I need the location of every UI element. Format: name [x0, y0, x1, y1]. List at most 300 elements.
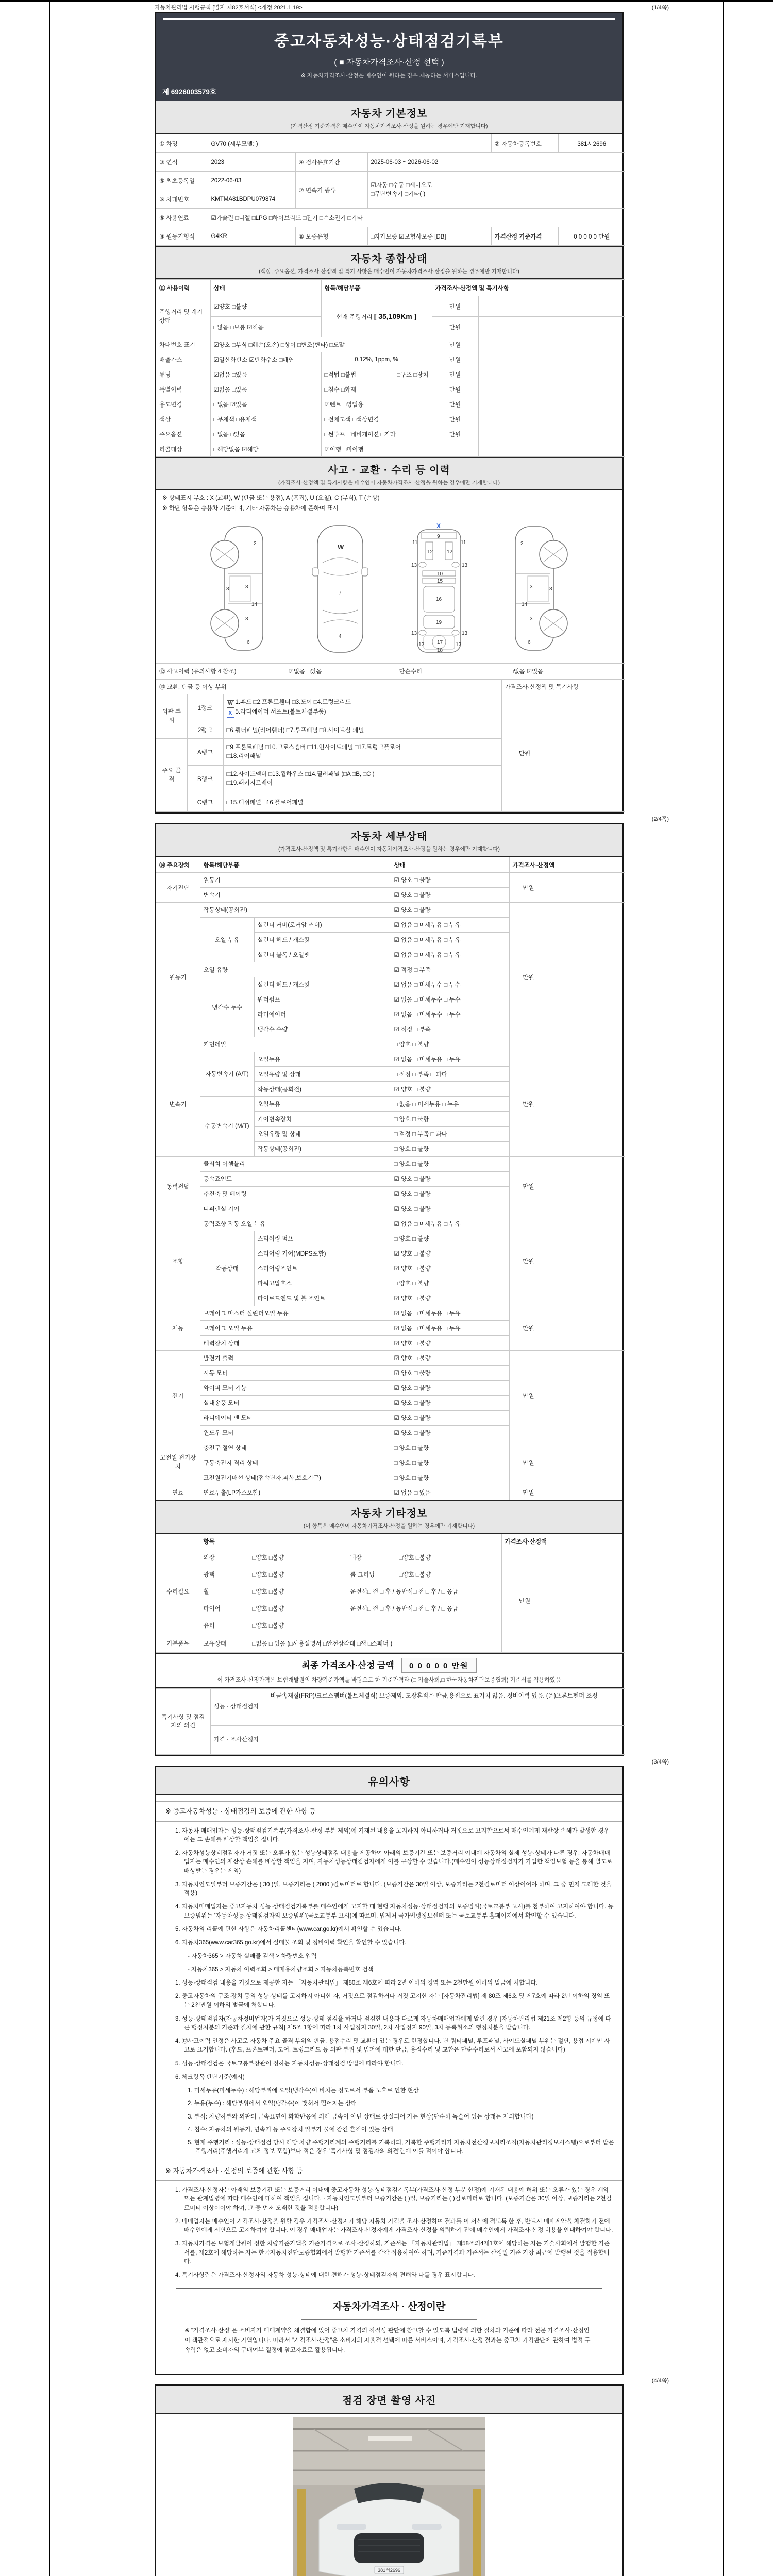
price-cell: 만원 [501, 1549, 548, 1653]
page-marker-2: (2/4쪽) [651, 816, 669, 823]
recall-options: □해당없음 ☑해당 [210, 442, 321, 457]
svg-text:15: 15 [437, 579, 443, 585]
group-label: 제동 [156, 1306, 200, 1351]
status-options: □ 양호 □ 불량 [391, 1142, 509, 1157]
item-label: 추진축 및 베어링 [200, 1187, 391, 1201]
status-options: ☑ 양호 □ 불량 [391, 1291, 509, 1306]
remark-cell [478, 296, 625, 317]
item-label: 작동상태(공회전) [254, 1142, 391, 1157]
field-value-first-registered: 2022-06-03 [208, 172, 295, 190]
price-appraisal-definition-box [176, 2288, 602, 2363]
svg-text:17: 17 [437, 640, 443, 646]
item-label: 실린더 헤드 / 개스킷 [254, 977, 391, 992]
status-options: □없음 □ 있음 (□사용설명서 □안전삼각대 □잭 □스패너 ) [249, 1634, 501, 1653]
group-label-basic-items: 기본품목 [156, 1634, 200, 1653]
status-options: □ 양호 □ 불량 [391, 1440, 509, 1455]
svg-text:3: 3 [530, 584, 533, 590]
subgroup-label: 자동변속기 (A/T) [200, 1052, 254, 1097]
item-label: 타이어 [200, 1600, 249, 1617]
accident-history-label: ⑫ 사고이력 (유의사항 4 참조) [156, 664, 285, 679]
status-options: ☑ 양호 □ 불량 [391, 1201, 509, 1216]
item-label: 스티어링조인트 [254, 1261, 391, 1276]
rankA-line2: □18.리어패널 [226, 753, 261, 759]
status-options: ☑ 양호 □ 불량 [391, 1426, 509, 1440]
accident-legend-notes [156, 490, 622, 517]
status-options: ☑ 없음 □ 미세누유 □ 누유 [391, 1306, 509, 1321]
group-label: 연료 [156, 1485, 200, 1500]
rank-label: 2랭크 [187, 721, 223, 739]
item-label: 윈도우 모터 [200, 1426, 391, 1440]
status-options: ☑ 적정 □ 부족 [391, 1022, 509, 1037]
svg-text:16: 16 [436, 597, 442, 603]
item-label: 구동축전지 격리 상태 [200, 1455, 391, 1470]
emission-values: 0.12%, 1ppm, % [321, 352, 432, 367]
rank-label: C랭크 [187, 792, 223, 812]
section-title: 자동차 기타정보 [350, 1508, 428, 1520]
field-label: ① 차명 [156, 134, 208, 153]
svg-text:4: 4 [339, 634, 342, 640]
item-label: 작동상태(공회전) [200, 903, 391, 918]
status-options: □양호 □불량 [396, 1566, 501, 1583]
price-cell: 만원 [509, 1440, 548, 1485]
svg-text:8: 8 [226, 586, 229, 592]
section-subtitle: (이 항목은 매수인이 자동차가격조사·산정을 원하는 경우에만 기재합니다) [303, 1523, 475, 1530]
overall-condition-table [156, 279, 625, 457]
item-label: 오일 유량 [200, 962, 391, 977]
status-options: □ 없음 □ 미세누유 □ 누유 [391, 1097, 509, 1112]
rank1-line1: 1.후드 □2.프론트휀더 □3.도어 □4.트렁크리드 [235, 699, 351, 705]
section-header-etc [156, 1500, 622, 1534]
notice-subitem: 1. 미세누유(미세누수) : 해당부위에 오일(냉각수)이 비치는 정도로서 부품 노후로 인한 현상 [188, 2088, 419, 2094]
legend-symbols: ※ 상태표시 부호 : X (교환), W (판금 또는 용접), A (흠집), U (요철), C (부식), T (손상) [162, 495, 380, 501]
section-subtitle: (가격조사·산정액 및 특기사항은 매수인이 자동차가격조사·산정을 원하는 경우에만 기재합니다) [278, 846, 500, 853]
field-value-engine-type: G4KR [208, 227, 295, 246]
color-options: □무채색 □유채색 [210, 412, 321, 427]
notice-item: 1. 자동차 매매업자는 성능·상태점검기록부(가격조사·산정 부분 제외)에 기재된 내용을 고지하지 아니하거나 거짓으로 고지함으로써 매수인에게 재산상 손해가 발생한 경우에는 그 손해를 배상할 책임을 집니다. [175, 1827, 610, 1843]
row-label: 튜닝 [156, 367, 210, 382]
usage-change-detail: ☑렌트 □영업용 [321, 397, 432, 412]
car-diagram-left-side [198, 522, 279, 655]
final-price-note: 이 가격조사·산정가격은 보험개발원의 차량기준가액을 바탕으로 한 기준가격과 (□ 기술사회,□ 한국자동차진단보증협회) 기준서를 적용하였음 [217, 1677, 561, 1684]
notice-item: 1. 가격조사·산정자는 아래의 보증기간 또는 보증거리 이내에 중고자동차 성능·상태점검기록부(가격조사·산정 부분 한정)에 기재된 내용에 허위 또는 오류가 있는 경우 계약 또는 관계법령에 따라 매수인에 대하여 책임을 집니다. · 자동차인도일부터 보증기간은 ( )일, 보증거리는 ( )킬로미터로 합니다. (보증기간은 30일 이상, 보증거리는 2천킬로미터 이상이어야 하며, 그 중 먼저 도래한 것을 적용합니다) [175, 2187, 612, 2211]
item-label: 냉각수 수량 [254, 1022, 391, 1037]
item-label: 커먼레일 [200, 1037, 391, 1052]
svg-text:14: 14 [522, 602, 528, 608]
current-mileage [321, 296, 432, 337]
row-label: 배출가스 [156, 352, 210, 367]
price-cell: 만원 [432, 412, 478, 427]
field-label: ② 자동차등록번호 [491, 134, 558, 153]
status-options: ☑ 양호 □ 불량 [391, 1396, 509, 1411]
item-label: 등속죠인트 [200, 1172, 391, 1187]
status-options: ☑ 없음 □ 미세누유 □ 누유 [391, 918, 509, 933]
status-options: □ 적정 □ 부족 □ 과다 [391, 1127, 509, 1142]
status-options: ☑ 적정 □ 부족 [391, 962, 509, 977]
status-options: ☑ 양호 □ 불량 [391, 1336, 509, 1351]
notice-subitem: 4. 침수: 자동차의 원동기, 변속기 등 주요장치 일부가 물에 잠긴 흔적이 있는 상태 [188, 2126, 393, 2133]
rank2-items: □6.쿼터패널(리어휀더) □7.루프패널 □8.사이드실 패널 [223, 721, 501, 739]
section-title: 자동차 기본정보 [350, 108, 428, 120]
section-header-detail [156, 824, 622, 857]
page-left-rule [49, 0, 50, 2576]
item-label: 브레이크 마스터 실린더오일 누유 [200, 1306, 391, 1321]
page-top-rule [0, 0, 773, 2]
status-options: ☑ 없음 □ 미세누수 □ 누수 [391, 1007, 509, 1022]
remark-cell [548, 1549, 625, 1653]
price-cell: 만원 [509, 1157, 548, 1216]
item-label: 배력장치 상태 [200, 1336, 391, 1351]
simple-repair-label: 단순수리 [396, 664, 507, 679]
item-label: 와이퍼 모터 기능 [200, 1381, 391, 1396]
remark-cell [478, 412, 625, 427]
field-label: ⑤ 최초등록일 [156, 172, 208, 190]
document-number: 제 6926003579호 [162, 88, 216, 96]
item-label: 연료누출(LP가스포함) [200, 1485, 391, 1500]
price-cell: 만원 [432, 352, 478, 367]
svg-text:14: 14 [251, 602, 258, 608]
remark-cell [548, 694, 625, 812]
svg-text:12: 12 [418, 642, 425, 648]
field-label: ④ 검사유효기간 [295, 153, 367, 172]
section-header-overall [156, 246, 622, 279]
tuning-kind-options: □구조 □장치 [396, 372, 429, 378]
status-options: □양호 □불량 [396, 1549, 501, 1566]
svg-text:3: 3 [530, 616, 533, 622]
remark-cell [548, 1351, 625, 1440]
item-label: 휠 [200, 1583, 249, 1600]
notice-item: 3. 성능·상태점검자(자동차정비업자)가 거짓으로 성능·상태 점검을 하거나 점검한 내용과 다르게 자동차매매업자에게 알린 경우 [자동차관리법 제21조 제2항 등의 규정에 따른 행정처분의 기준과 절차에 관한 규칙] 제5조 1항에 따라 1차 사업정지 30일, 2차 사업정지 90일, 3차 등록취소의 행정처분을 받습니다. [175, 2015, 611, 2031]
status-options: □ 양호 □ 불량 [391, 1455, 509, 1470]
subgroup-label: 작동상태 [200, 1231, 254, 1306]
rankB-items [223, 766, 501, 792]
group-label: 고전원 전기장치 [156, 1440, 200, 1485]
group-label: 자기진단 [156, 873, 200, 903]
status-options: ☑ 없음 □ 미세누유 □ 누유 [391, 933, 509, 947]
remark-cell [548, 873, 625, 903]
simple-repair-options: □없음 ☑있음 [507, 664, 625, 679]
subgroup-label: 오일 누유 [200, 918, 254, 962]
status-options: □양호 □불량 [249, 1617, 501, 1634]
field-label: ⑦ 변속기 종류 [295, 172, 367, 209]
regulation-reference: 자동차관리법 시행규칙 [별지 제82호서식] <개정 2021.1.19> [155, 5, 303, 11]
status-options: ☑ 없음 □ 미세누수 □ 누수 [391, 977, 509, 992]
status-options: ☑ 양호 □ 불량 [391, 888, 509, 903]
transmission-options-line2: □무단변속기 □기타( ) [371, 191, 426, 197]
remark-cell [478, 337, 625, 352]
remark-cell [478, 317, 625, 337]
status-options: ☑ 없음 □ 미세누유 □ 누유 [391, 1321, 509, 1336]
field-value-warranty-type: □자가보증 ☑보험사보증 [DB] [367, 227, 491, 246]
group-label-outer-panel: 외판 부위 [156, 694, 187, 739]
item-label: 발전기 출력 [200, 1351, 391, 1366]
svg-text:381서2696: 381서2696 [378, 2567, 400, 2573]
item-label: 오일유량 및 상태 [254, 1067, 391, 1082]
rankC-items: □15.대쉬패널 □16.플로어패널 [223, 792, 501, 812]
status-options: □양호 □불량 [249, 1566, 347, 1583]
remark-cell [478, 382, 625, 397]
item-label: 실린더 블록 / 오일팬 [254, 947, 391, 962]
remarks-table [156, 1688, 625, 1755]
status-options: ☑ 양호 □ 불량 [391, 1366, 509, 1381]
field-value-car-name: GV70 (세부모델: ) [208, 134, 491, 153]
group-label: 전기 [156, 1351, 200, 1440]
tuning-legal-options: □적법 □불법 [324, 372, 357, 378]
status-options: □ 양호 □ 불량 [391, 1112, 509, 1127]
price-cell: 만원 [432, 296, 478, 317]
price-cell: 만원 [509, 1216, 548, 1306]
tire-position-options: 운전석□ 전 □ 후 / 동반석□ 전 □ 후 / □ 응급 [347, 1600, 501, 1617]
notice-item: 2. 자동차성능상태점검자가 거짓 또는 오류가 있는 성능상태점검 내용을 제공하여 아래의 보증기간 또는 보증거리 이내에 자동차의 실제 성능·상태가 다른 경우, 자동차매매업자는 매수인의 재산상 손해를 배상할 책임을 지며, 자동차성능상태점검자에게 이를 구상할 수 있습니다.(매수인이 성능상태점검자가 가입한 책임보험 등을 통해 별도로 배상받는 경우는 제외) [175, 1850, 613, 1874]
item-label: 클러치 어셈블리 [200, 1157, 391, 1172]
remark-cell [478, 442, 625, 457]
col-header: 가격조사·산정액 및 특기사항 [432, 280, 625, 296]
notice-subitem: 5. 현재 주행거리 : 성능·상태점검 당시 해당 차량 주행거리계의 주행거리를 기록하되, 기록한 주행거리가 자동차전산정보처리조직(자동차관리정보시스템)으로부터 받은 주행거리(주행거리계 교체 정보 포함)보다 적은 경우 '특기사항 및 점검자의 의견'란에 이를 적어야 합니다. [188, 2140, 614, 2155]
item-label: 디퍼렌셜 기어 [200, 1201, 391, 1216]
col-header: 항목/해당부품 [200, 857, 391, 873]
price-cell: 만원 [432, 367, 478, 382]
notice-subitem: 2. 누유(누수) : 해당부위에서 오일(냉각수)이 맺혀서 떨어지는 상태 [188, 2100, 357, 2107]
final-price-label: 최종 가격조사·산정 금액 [301, 1660, 394, 1671]
header-stripe [163, 18, 615, 20]
notice-item: 5. 성능·상태점검은 국토교통부장관이 정하는 자동차성능·상태점검 방법에 따라야 합니다. [175, 2060, 404, 2067]
item-label: 광택 [200, 1566, 249, 1583]
item-label: 오일유량 및 상태 [254, 1127, 391, 1142]
section-subtitle: (가격조사·산정액 및 특기사항은 매수인이 자동차가격조사·산정을 원하는 경우에만 기재합니다) [278, 480, 500, 486]
status-options: ☑ 양호 □ 불량 [391, 1381, 509, 1396]
svg-text:19: 19 [436, 620, 442, 626]
item-label: 시동 모터 [200, 1366, 391, 1381]
tuning-detail-options [321, 367, 432, 382]
status-options: ☑ 없음 □ 있음 [391, 1485, 509, 1500]
svg-text:9: 9 [437, 534, 440, 540]
appraiser-remark-label: 가격 · 조사산정자 [210, 1726, 267, 1755]
row-label: 주요옵션 [156, 427, 210, 442]
remark-cell [548, 1157, 625, 1216]
rankB-line1: □12.사이드멤버 □13.휠하우스 □14.필러패널 (□A □B, □C ) [226, 771, 375, 777]
price-cell [432, 442, 478, 457]
tuning-options: ☑없음 □있음 [210, 367, 321, 382]
item-label: 유리 [200, 1617, 249, 1634]
notice-subitem: - 자동차365 > 자동차 실매물 검색 > 차량번호 입력 [188, 1953, 317, 1960]
subgroup-label: 냉각수 누수 [200, 977, 254, 1037]
svg-text:3: 3 [245, 616, 248, 622]
item-label: 보유상태 [200, 1634, 249, 1653]
remark-cell [548, 1440, 625, 1485]
svg-text:12: 12 [447, 549, 453, 555]
svg-text:7: 7 [339, 590, 342, 597]
notice-item: 6. 체크항목 판단기준(예시) [175, 2074, 245, 2080]
section-header-basic [156, 101, 622, 134]
section-header-accident [156, 457, 622, 490]
final-price-amount: 0 0 0 0 0 만원 [401, 1658, 477, 1673]
section-title: 점검 장면 촬영 사진 [342, 2395, 436, 2406]
svg-text:2: 2 [254, 541, 257, 547]
field-label: ⑥ 차대번호 [156, 190, 208, 209]
rank-label: B랭크 [187, 766, 223, 792]
price-cell: 만원 [509, 1485, 548, 1500]
field-value-plate-no: 381서2696 [558, 134, 625, 153]
accident-history-options: ☑없음 □있음 [285, 664, 396, 679]
price-cell: 만원 [509, 873, 548, 903]
item-label: 외장 [200, 1549, 249, 1566]
item-label: 작동상태(공회전) [254, 1082, 391, 1097]
item-label: 라디에이터 [254, 1007, 391, 1022]
price-cell: 만원 [432, 337, 478, 352]
col-header [156, 1534, 200, 1549]
item-label: 고전원전기배선 상태(접속단자,피복,보호기구) [200, 1470, 391, 1485]
status-options: ☑ 양호 □ 불량 [391, 1172, 509, 1187]
wheel-position-options: 운전석□ 전 □ 후 / 동반석□ 전 □ 후 / □ 응급 [347, 1583, 501, 1600]
item-label: 실린더 헤드 / 개스킷 [254, 933, 391, 947]
section-subtitle: (색상, 주요옵션, 가격조사·산정액 및 특기 사항은 매수인이 자동차가격조사·산정을 원하는 경우에만 기재합니다) [259, 268, 519, 275]
page-marker-3: (3/4쪽) [651, 1759, 669, 1766]
row-label: 차대번호 표기 [156, 337, 210, 352]
col-header: ⑪ 사용이력 [156, 280, 210, 296]
status-options: ☑ 양호 □ 불량 [391, 1082, 509, 1097]
status-options: ☑ 없음 □ 미세누수 □ 누수 [391, 992, 509, 1007]
page-right-rule [723, 0, 724, 2576]
field-value-model-year: 2023 [208, 153, 295, 172]
item-label: 룸 크리닝 [347, 1566, 396, 1583]
remark-cell [478, 352, 625, 367]
svg-text:11: 11 [461, 540, 466, 546]
panel-section-label: ⑬ 교환, 판금 등 이상 부위 [156, 680, 501, 694]
w-mark-box: W [227, 700, 234, 708]
svg-text:18: 18 [437, 648, 443, 654]
notice-subitem: 3. 부식: 차량하부와 외판의 금속표면이 화학반응에 의해 금속이 아닌 상태로 상실되어 가는 현상(단순히 녹슬어 있는 상태는 제외합니다) [188, 2113, 534, 2120]
main-option-detail: □썬루프 □네비게이션 □기타 [321, 427, 432, 442]
remark-cell [548, 1306, 625, 1351]
notice-item: 4. ⑫사고이력 인정은 사고로 자동차 주요 골격 부위의 판금, 용접수리 및 교환이 있는 경우로 한정합니다. 단 쿼터패널, 루프패널, 사이드실패널 부위는 절단, 용접 시에만 사고로 표기합니다. (후드, 프론트펜더, 도어, 트렁크리드 등 외판 부위 및 범퍼에 대한 판금, 용접수리 및 교환은 단순수리로서 사고에 포함되지 않습니다) [175, 2038, 610, 2054]
appraiser-remark-text [267, 1726, 625, 1755]
mileage-caption: 현재 주행거리 [336, 314, 373, 320]
price-cell: 만원 [509, 903, 548, 1052]
x-mark-box: X [227, 710, 234, 718]
item-label: 실린더 커버(로커암 커버) [254, 918, 391, 933]
inspector-remark-label: 성능 · 상태점검자 [210, 1689, 267, 1726]
vin-marking-options: ☑양호 □부식 □훼손(오손) □상이 □변조(변타) □도말 [210, 337, 432, 352]
section-header-photos [156, 2386, 622, 2414]
svg-text:8: 8 [549, 586, 552, 592]
field-label: 가격산정 기준가격 [491, 227, 558, 246]
transmission-options-line1: ☑자동 □수동 □세미오토 [371, 182, 432, 189]
notice-subheader: ※ 자동차가격조사 · 산정의 보증에 관한 사항 등 [156, 2161, 622, 2181]
svg-text:X: X [436, 522, 441, 530]
document-note: ※ 자동차가격조사·산정은 매수인이 원하는 경우 제공하는 서비스입니다. [300, 73, 478, 79]
price-cell: 만원 [432, 397, 478, 412]
price-cell: 만원 [432, 382, 478, 397]
field-value-vin: KMTMA81BDPU079874 [208, 190, 295, 209]
group-label: 변속기 [156, 1052, 200, 1157]
item-label: 실내송풍 모터 [200, 1396, 391, 1411]
col-header: 상태 [210, 280, 321, 296]
notice-subheader: ※ 중고자동차성능 · 상태점검의 보증에 관한 사항 등 [156, 1801, 622, 1822]
status-options: ☑ 양호 □ 불량 [391, 1261, 509, 1276]
status-options: □ 양호 □ 불량 [391, 1157, 509, 1172]
price-cell: 만원 [509, 1052, 548, 1157]
remark-cell [478, 427, 625, 442]
item-label: 브레이크 오일 누유 [200, 1321, 391, 1336]
col-header: ⑭ 주요장치 [156, 857, 200, 873]
svg-text:6: 6 [247, 640, 250, 646]
page-marker-4: (4/4쪽) [651, 2377, 669, 2384]
group-label-repair-needed: 수리필요 [156, 1549, 200, 1634]
usage-change-options: □없음 ☑있음 [210, 397, 321, 412]
notice-item: 2. 중고자동차의 구조·장치 등의 성능·상태를 고지하지 아니한 자, 거짓으로 점검하거나 거짓 고지한 자는 [자동차관리법] 제 80조 제6호 및 제7호에 따라 2년 이하의 징역 또는 2천만원 이하의 벌금에 처합니다. [175, 1993, 610, 2009]
item-label: 오일누유 [254, 1052, 391, 1067]
field-label: ⑩ 보증유형 [295, 227, 367, 246]
recall-detail: ☑이행 □미이행 [321, 442, 432, 457]
field-label: ③ 연식 [156, 153, 208, 172]
price-cell: 만원 [432, 317, 478, 337]
status-options: ☑ 양호 □ 불량 [391, 873, 509, 888]
rank-label: 1랭크 [187, 694, 223, 721]
status-options: □ 양호 □ 불량 [391, 1231, 509, 1246]
svg-text:13: 13 [411, 631, 417, 637]
status-options: □ 양호 □ 불량 [391, 1037, 509, 1052]
section-title: 자동차 종합상태 [350, 253, 428, 265]
status-options: ☑ 없음 □ 미세누유 □ 누유 [391, 1216, 509, 1231]
remark-cell [548, 903, 625, 1052]
item-label: 워터펌프 [254, 992, 391, 1007]
group-label: 원동기 [156, 903, 200, 1052]
svg-text:13: 13 [462, 631, 468, 637]
svg-text:12: 12 [427, 549, 433, 555]
status-options: ☑ 양호 □ 불량 [391, 1351, 509, 1366]
item-label: 오일누유 [254, 1097, 391, 1112]
field-label: ⑧ 사용연료 [156, 209, 208, 227]
section-title: 유의사항 [368, 1776, 410, 1788]
special-history-options: ☑없음 □있음 [210, 382, 321, 397]
group-label-main-frame: 주요 골격 [156, 739, 187, 812]
rankB-line2: □19.패키지트레이 [226, 779, 273, 786]
remark-cell [478, 367, 625, 382]
emission-options: ☑일산화탄소 ☑탄화수소 □매연 [210, 352, 321, 367]
notice-item: 3. 자동차가격은 보험개발원이 정한 차량기준가액을 기준가격으로 조사·산정하되, 기준서는 「자동차관리법」 제58조의4제1호에 해당하는 자는 기술사회에서 발행한 기준서를, 제2호에 해당하는 자는 한국자동차진단보증협회에서 발행한 기준서를 각각 적용하여야 하며, 기준가격과 기준서는 산정일 기준 가장 최근에 발행된 것을 적용합니다. [175, 2241, 610, 2265]
section-box-detail [155, 823, 624, 1756]
document-title: 중고자동차성능·상태점검기록부 [274, 33, 504, 50]
group-label: 동력전달 [156, 1157, 200, 1216]
row-label: 리콜대상 [156, 442, 210, 457]
accident-history-row [156, 663, 625, 679]
price-cell: 만원 [501, 694, 548, 812]
svg-text:3: 3 [245, 584, 248, 590]
page-marker-1: (1/4쪽) [651, 5, 669, 11]
price-cell: 만원 [432, 427, 478, 442]
notices-body [156, 1795, 622, 2374]
inspector-remark-text: 비금속재질(FRP)/크로스멤버(볼트체결식) 보증제외. 도장흔적은 판금,용접으로 표기치 않음. 정비이력 있음. (운)프론트펜더 조정 [267, 1689, 625, 1726]
col-header: 항목/해당부품 [321, 280, 432, 296]
notice-item: 1. 성능·상태점검 내용을 거짓으로 제공한 자는 「자동차관리법」 제80조 제6호에 따라 2년 이하의 징역 또는 2천만원 이하의 벌금에 처합니다. [175, 1979, 538, 1986]
rankA-line1: □9.프론트패널 □10.크로스멤버 □11.인사이드패널 □17.트렁크플로어 [226, 744, 401, 751]
section-subtitle: (가격산정 기준가격은 매수인이 자동차가격조사·산정을 원하는 경우에만 기재합니다) [290, 123, 488, 129]
col-header: 상태 [391, 857, 509, 873]
final-price-band [156, 1653, 622, 1688]
svg-text:13: 13 [462, 563, 468, 569]
etc-info-table [156, 1534, 625, 1653]
remark-cell [478, 397, 625, 412]
notice-item: 3. 자동차인도일부터 보증기간은 ( 30 )일, 보증거리는 ( 2000 )킬로미터로 합니다. (보증기간은 30일 이상, 보증거리는 2천킬로미터 이상이어야 하며, 그 중 먼저 도래한 것을 적용) [175, 1881, 612, 1897]
mileage-amount-options: □많음 □보통 ☑적음 [210, 317, 321, 337]
field-label: ⑨ 원동기형식 [156, 227, 208, 246]
section-box-main [155, 12, 624, 814]
rank1-line2: 5.라디에이터 서포트(볼트체결부품) [235, 708, 326, 715]
col-header: 가격조사·산정액 [501, 1534, 625, 1549]
svg-text:10: 10 [437, 571, 443, 578]
car-diagram-top [301, 522, 378, 655]
row-label: 색상 [156, 412, 210, 427]
status-options: ☑ 양호 □ 불량 [391, 903, 509, 918]
